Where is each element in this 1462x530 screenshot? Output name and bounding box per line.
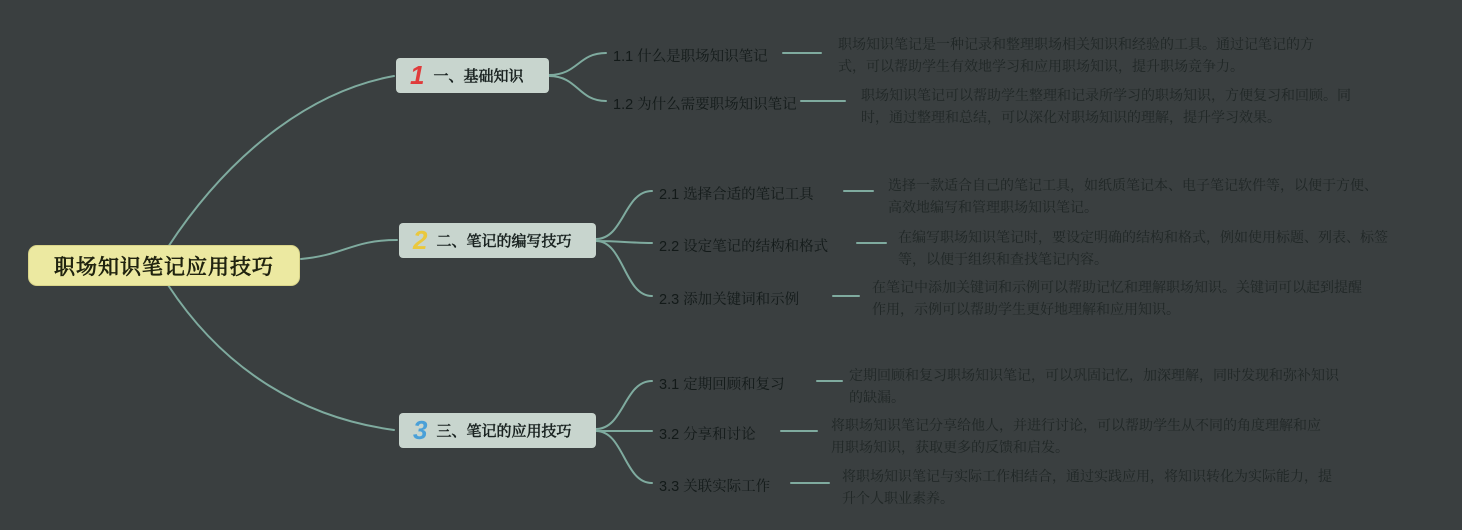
- branch-title-2: 二、笔记的编写技巧: [436, 233, 572, 250]
- subtopic-label-1-2[interactable]: 1.2 为什么需要职场知识笔记: [613, 97, 797, 113]
- subtopic-label-2-1[interactable]: 2.1 选择合适的笔记工具: [659, 187, 814, 203]
- link-root-branch3: [168, 285, 394, 430]
- link-branch1-child2: [549, 76, 606, 101]
- branch-title-1: 一、基础知识: [433, 68, 524, 85]
- subtopic-label-3-2[interactable]: 3.2 分享和讨论: [659, 427, 756, 443]
- link-branch2-child2: [596, 241, 652, 243]
- branch-node-3[interactable]: [399, 413, 596, 448]
- branch-number-2: 2: [413, 225, 428, 255]
- branch-node-2[interactable]: [399, 223, 596, 258]
- subtopic-desc-3-2: 将职场知识笔记分享给他人，并进行讨论，可以帮助学生从不同的角度理解和应用职场知识，获取更多的反馈和启发。: [831, 417, 1321, 455]
- branch-node-1[interactable]: [396, 58, 549, 93]
- link-branch3-child3: [596, 431, 652, 483]
- subtopic-desc-2-1: 选择一款适合自己的笔记工具，如纸质笔记本、电子笔记软件等，以便于方便、高效地编写和管理职场知识笔记。: [888, 177, 1378, 215]
- branch-title-3: 三、笔记的应用技巧: [436, 423, 572, 440]
- link-branch2-child1: [596, 191, 652, 239]
- subtopic-desc-3-1: 定期回顾和复习职场知识笔记，可以巩固记忆，加深理解，同时发现和弥补知识的缺漏。: [849, 367, 1339, 405]
- subtopic-label-2-3[interactable]: 2.3 添加关键词和示例: [659, 292, 800, 308]
- subtopic-label-3-1[interactable]: 3.1 定期回顾和复习: [659, 377, 785, 393]
- link-branch1-child1: [549, 53, 606, 75]
- subtopic-desc-1-1: 职场知识笔记是一种记录和整理职场相关知识和经验的工具。通过记笔记的方式，可以帮助学生有效地学习和应用职场知识，提升职场竞争力。: [838, 36, 1314, 74]
- subtopic-desc-2-2: 在编写职场知识笔记时，要设定明确的结构和格式，例如使用标题、列表、标签等，以便于组织和查找笔记内容。: [898, 229, 1388, 267]
- link-branch3-child1: [596, 381, 652, 429]
- root-topic-node[interactable]: [28, 245, 300, 286]
- subtopic-label-3-3[interactable]: 3.3 关联实际工作: [659, 479, 771, 495]
- link-root-branch1: [168, 76, 394, 247]
- subtopic-desc-2-3: 在笔记中添加关键词和示例可以帮助记忆和理解职场知识。关键词可以起到提醒作用，示例可以帮助学生更好地理解和应用知识。: [872, 279, 1362, 317]
- root-topic-label: 职场知识笔记应用技巧: [54, 255, 274, 279]
- subtopic-label-2-2[interactable]: 2.2 设定笔记的结构和格式: [659, 239, 829, 255]
- subtopic-desc-3-3: 将职场知识笔记与实际工作相结合，通过实践应用，将知识转化为实际能力，提升个人职业素养。: [842, 468, 1332, 506]
- link-branch2-child3: [596, 241, 652, 296]
- branch-number-1: 1: [410, 60, 425, 90]
- branch-number-3: 3: [413, 415, 428, 445]
- link-root-branch2: [301, 240, 397, 259]
- subtopic-label-1-1[interactable]: 1.1 什么是职场知识笔记: [613, 49, 768, 65]
- subtopic-desc-1-2: 职场知识笔记可以帮助学生整理和记录所学习的职场知识，方便复习和回顾。同时，通过整理和总结，可以深化对职场知识的理解，提升学习效果。: [861, 87, 1351, 125]
